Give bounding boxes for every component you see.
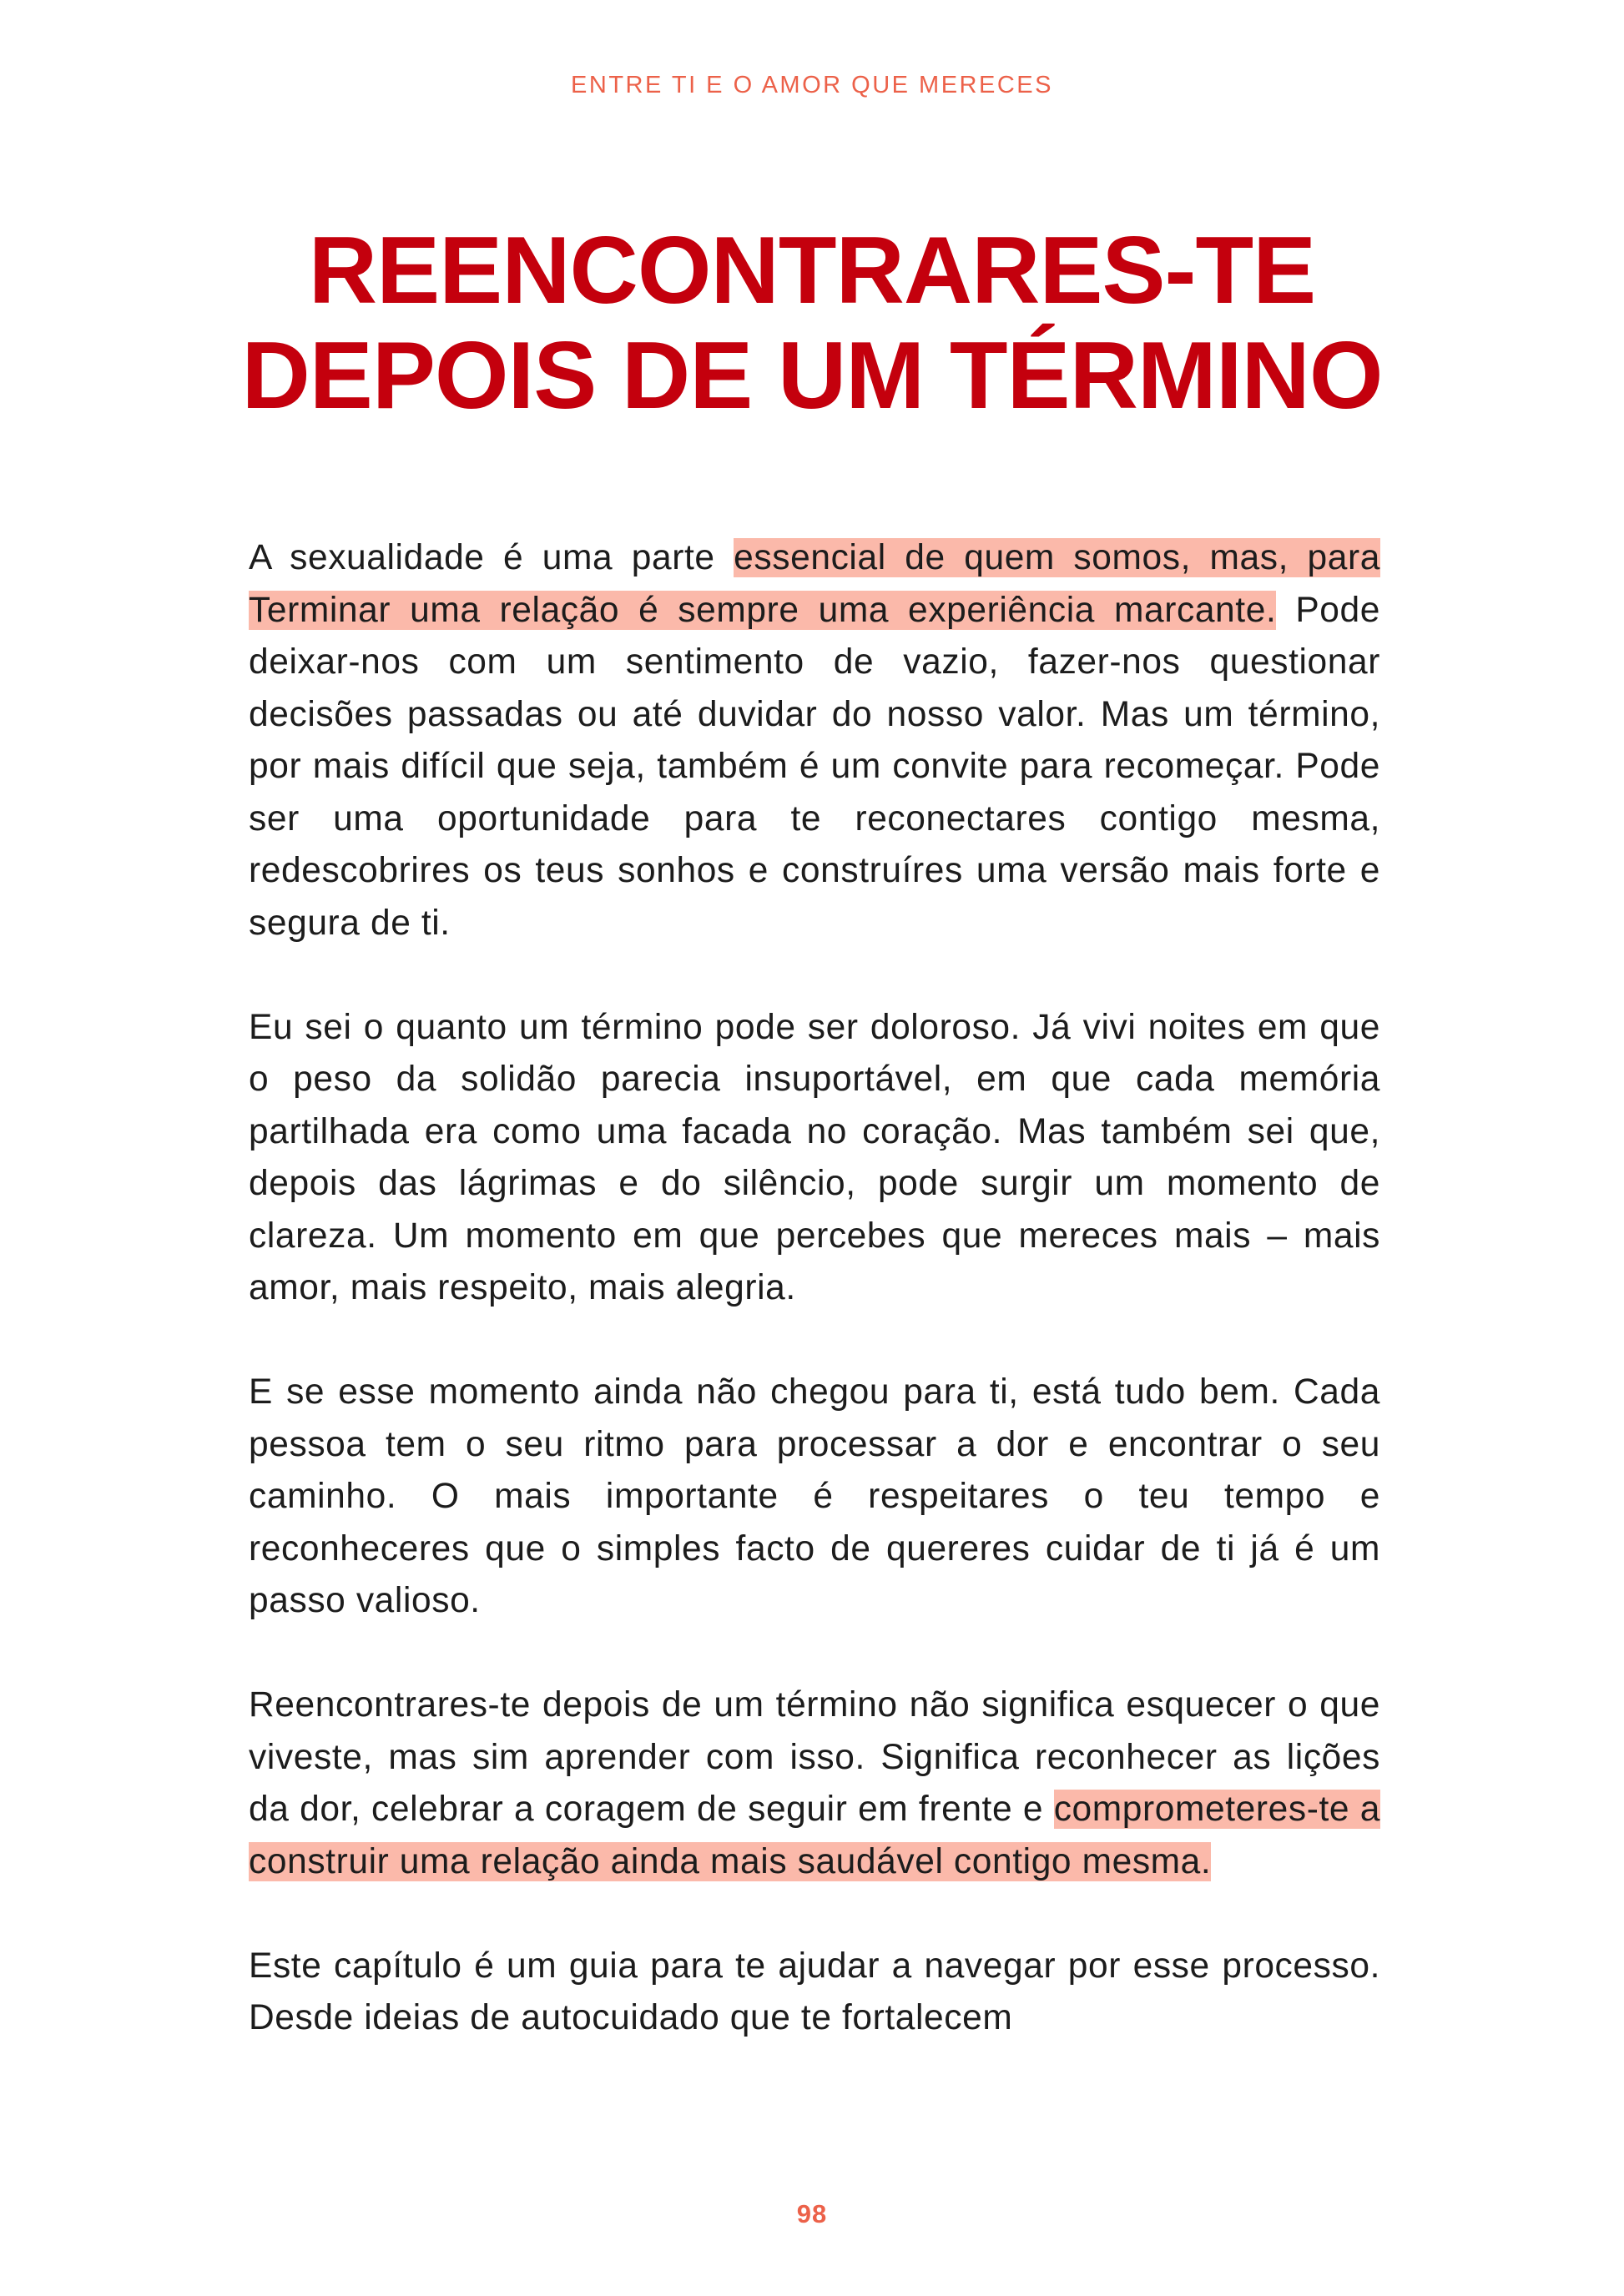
highlighted-text: comprometeres-te a construir uma relação ainda mais saudável contigo mesma. bbox=[249, 1790, 1380, 1881]
paragraph-1-text-cont: Pode deixar-nos com um sentimento de vazio, fazer-nos questionar decisões passadas ou até duvidar do nosso valor. Mas um término, por mais difícil que seja, também é um convite para recomeçar. Pode ser uma oportunidade para te reconectares contigo mesma, redescobrires os teus sonhos e construíres uma versão mais forte e segura de ti. bbox=[249, 590, 1380, 943]
page-number: 98 bbox=[796, 2199, 828, 2228]
paragraph-4 bbox=[249, 1679, 1380, 1888]
body-text bbox=[249, 532, 1380, 2045]
paragraph-1 bbox=[249, 532, 1380, 949]
paragraph-3: E se esse momento ainda não chegou para ti, está tudo bem. Cada pessoa tem o seu ritmo para processar a dor e encontrar o seu caminho. O mais importante é respeitares o teu tempo e reconheceres que o simples facto de quereres cuidar de ti já é um passo valioso. bbox=[249, 1372, 1380, 1620]
paragraph-5: Este capítulo é um guia para te ajudar a navegar por esse processo. Desde ideias de autocuidado que te fortalecem bbox=[249, 1946, 1380, 2037]
chapter-title bbox=[0, 219, 1624, 429]
paragraph-1-text: A sexualidade é uma parte bbox=[249, 538, 734, 577]
highlighted-text: essencial de quem somos, mas, para Terminar uma relação é sempre uma experiência marcante. bbox=[249, 538, 1380, 630]
paragraph-2: Eu sei o quanto um término pode ser doloroso. Já vivi noites em que o peso da solidão parecia insuportável, em que cada memória partilhada era como uma facada no coração. Mas também sei que, depois das lágrimas e do silêncio, pode surgir um momento de clareza. Um momento em que percebes que mereces mais – mais amor, mais respeito, mais alegria. bbox=[249, 1007, 1380, 1307]
chapter-title-line-2: DEPOIS DE UM TÉRMINO bbox=[241, 323, 1383, 429]
running-header: ENTRE TI E O AMOR QUE MERECES bbox=[571, 72, 1053, 98]
chapter-title-line-1: REENCONTRARES-TE bbox=[308, 218, 1316, 324]
paragraph-4-text: Reencontrares-te depois de um término não significa esquecer o que viveste, mas sim aprender com isso. Significa reconhecer as lições da dor, celebrar a coragem de seguir em frente e bbox=[249, 1685, 1380, 1829]
